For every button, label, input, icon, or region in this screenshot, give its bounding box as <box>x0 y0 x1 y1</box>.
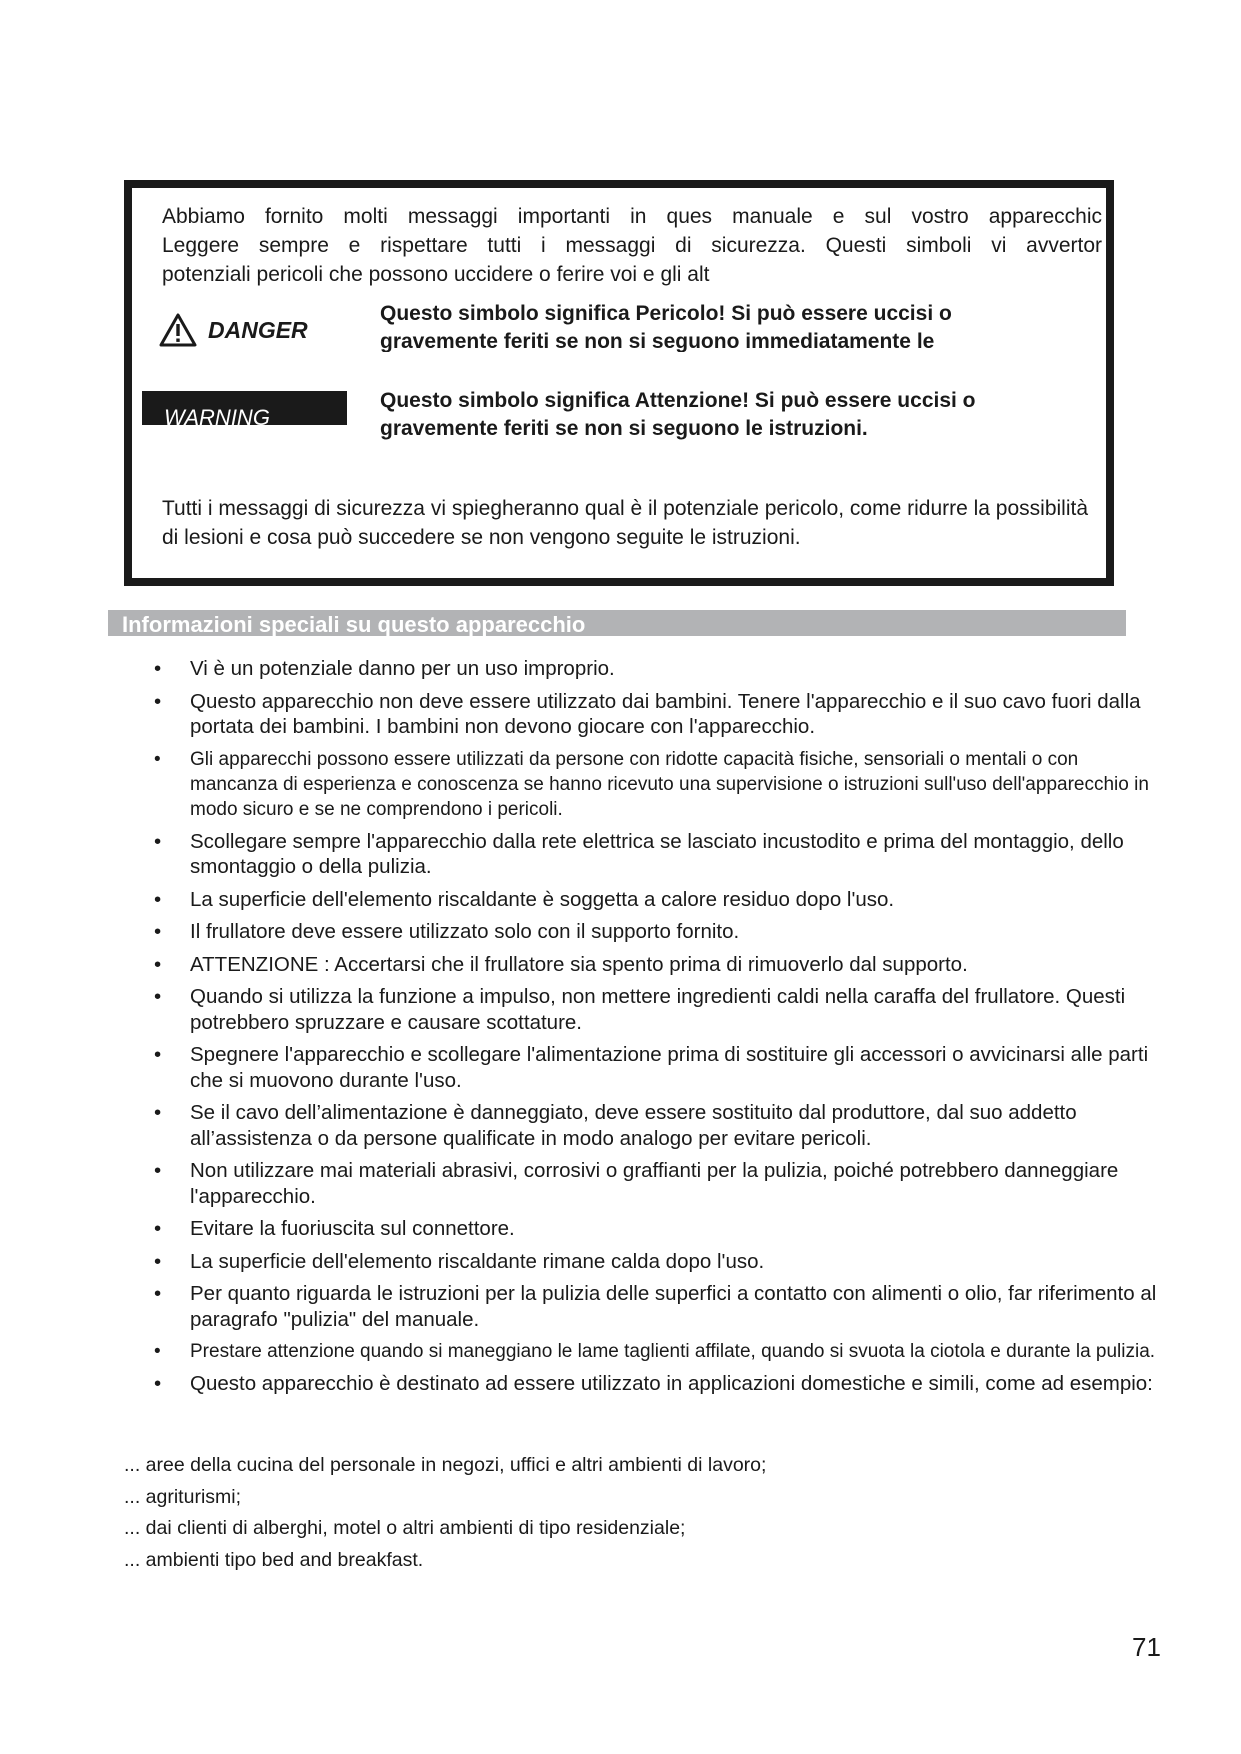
list-item <box>150 1042 1160 1093</box>
list-item <box>150 1100 1160 1151</box>
bullet-icon: • <box>154 1341 161 1362</box>
list-item <box>150 1371 1160 1397</box>
warning-text-line: Questo simbolo significa Attenzione! Si può essere uccisi o <box>380 389 976 412</box>
list-item-text: Vi è un potenziale danno per un uso improprio. <box>190 657 615 680</box>
warning-label: WARNING <box>164 405 270 425</box>
intro-line: Abbiamo fornito molti messaggi importanti in ques manuale e sul vostro apparecchic <box>162 205 1102 228</box>
list-item <box>150 1158 1160 1209</box>
safety-intro <box>162 202 1102 289</box>
bullet-icon: • <box>154 952 162 976</box>
warning-signal <box>142 391 347 425</box>
list-item <box>150 919 1160 945</box>
intro-line: potenziali pericoli che possono uccidere o ferire voi e gli alt <box>162 263 710 286</box>
bullet-icon: • <box>154 1372 162 1395</box>
list-item <box>150 689 1160 740</box>
list-item <box>150 1216 1160 1242</box>
warning-text-line: gravemente feriti se non si seguono le istruzioni. <box>380 417 868 440</box>
bullet-icon: • <box>154 748 161 770</box>
danger-text-line: Questo simbolo significa Pericolo! Si può essere uccisi o <box>380 302 952 325</box>
list-item-text: Prestare attenzione quando si maneggiano le lame taglienti affilate, quando si svuota la ciotola e durante la pulizia. <box>190 1341 1156 1362</box>
list-item-text: Questo apparecchio non deve essere utilizzato dai bambini. Tenere l'apparecchio e il suo cavo fuori dalla portata dei bambini. I bambini non devono giocare con l'apparecchio. <box>190 689 1141 738</box>
list-item-text: Per quanto riguarda le istruzioni per la pulizia delle superfici a contatto con alimenti o olio, far riferimento al paragrafo "pulizia" del manuale. <box>190 1282 1157 1331</box>
list-item <box>150 1249 1160 1275</box>
list-item-text: Quando si utilizza la funzione a impulso, non mettere ingredienti caldi nella caraffa del frullatore. Questi potrebbero spruzzare e causare scottature. <box>190 985 1126 1034</box>
bullet-icon: • <box>154 1159 162 1182</box>
bullet-icon: • <box>154 887 162 911</box>
list-item-text: Questo apparecchio è destinato ad essere utilizzato in applicazioni domestiche e simili, come ad esempio: <box>190 1372 1153 1395</box>
list-item-text: Scollegare sempre l'apparecchio dalla rete elettrica se lasciato incustodito e prima del montaggio, dello smontaggio o della pulizia. <box>190 829 1124 878</box>
list-item <box>150 829 1160 880</box>
safety-outro: Tutti i messaggi di sicurezza vi spiegheranno qual è il potenziale pericolo, come ridurre la possibilità di lesioni e cosa può succedere se non vengono seguite le istruzioni. <box>162 497 1089 549</box>
list-item <box>150 1281 1160 1332</box>
page-number: 71 <box>1132 1632 1161 1662</box>
list-item <box>150 747 1160 822</box>
bullet-icon: • <box>154 829 162 853</box>
list-item-text: Non utilizzare mai materiali abrasivi, corrosivi o graffianti per la pulizia, poiché potrebbero danneggiare l'apparecchio. <box>190 1159 1119 1208</box>
bullet-icon: • <box>154 1249 162 1273</box>
bullet-icon: • <box>154 1282 162 1305</box>
use-contexts-list <box>124 1450 766 1576</box>
danger-label: DANGER <box>208 316 308 343</box>
safety-bullet-list <box>150 656 1160 1404</box>
bullet-icon: • <box>154 657 162 680</box>
list-item: ... ambienti tipo bed and breakfast. <box>124 1548 424 1571</box>
warning-description <box>380 387 1080 443</box>
list-item <box>150 952 1160 978</box>
list-item-text: Il frullatore deve essere utilizzato solo con il supporto fornito. <box>190 920 740 943</box>
danger-description <box>380 300 1080 352</box>
safety-message-box <box>124 180 1114 586</box>
list-item-text: Gli apparecchi possono essere utilizzati da persone con ridotte capacità fisiche, sensoriali o mentali o con mancanza di esperienza e conoscenza se hanno ricevuto una supervisione o istruzioni sull'uso dell'apparecchio in modo sicuro e se ne comprendono i pericoli. <box>190 748 1149 820</box>
list-item <box>150 1339 1160 1364</box>
list-item: ... aree della cucina del personale in negozi, uffici e altri ambienti di lavoro; <box>124 1454 767 1476</box>
list-item: ... agriturismi; <box>124 1485 242 1508</box>
list-item-text: La superficie dell'elemento riscaldante rimane calda dopo l'uso. <box>190 1249 765 1273</box>
list-item-text: Evitare la fuoriuscita sul connettore. <box>190 1217 515 1240</box>
list-item <box>150 984 1160 1035</box>
list-item <box>150 887 1160 913</box>
list-item <box>150 656 1160 682</box>
list-item-text: Se il cavo dell’alimentazione è danneggiato, deve essere sostituito dal produttore, dal suo addetto all’assistenza o da persone qualificate in modo analogo per evitare pericoli. <box>190 1101 1077 1150</box>
bullet-icon: • <box>154 985 162 1008</box>
bullet-icon: • <box>154 1101 162 1124</box>
danger-signal <box>158 310 308 350</box>
danger-text-line: gravemente feriti se non si seguono immediatamente le <box>380 330 935 352</box>
bullet-icon: • <box>154 689 162 713</box>
bullet-icon: • <box>154 1043 162 1066</box>
section-header <box>108 610 1126 636</box>
section-title: Informazioni speciali su questo apparecchio <box>122 612 586 636</box>
list-item-text: La superficie dell'elemento riscaldante è soggetta a calore residuo dopo l'uso. <box>190 887 895 911</box>
bullet-icon: • <box>154 920 162 943</box>
list-item: ... dai clienti di alberghi, motel o altri ambienti di tipo residenziale; <box>124 1517 686 1539</box>
list-item-text: Spegnere l'apparecchio e scollegare l'alimentazione prima di sostituire gli accessori o avvicinarsi alle parti che si muovono durante l'uso. <box>190 1043 1149 1092</box>
bullet-icon: • <box>154 1217 162 1240</box>
warning-triangle-icon <box>158 312 198 348</box>
list-item-text: ATTENZIONE : Accertarsi che il frullatore sia spento prima di rimuoverlo dal supporto. <box>190 952 968 976</box>
intro-line: Leggere sempre e rispettare tutti i messaggi di sicurezza. Questi simboli vi avvertor <box>162 234 1102 257</box>
